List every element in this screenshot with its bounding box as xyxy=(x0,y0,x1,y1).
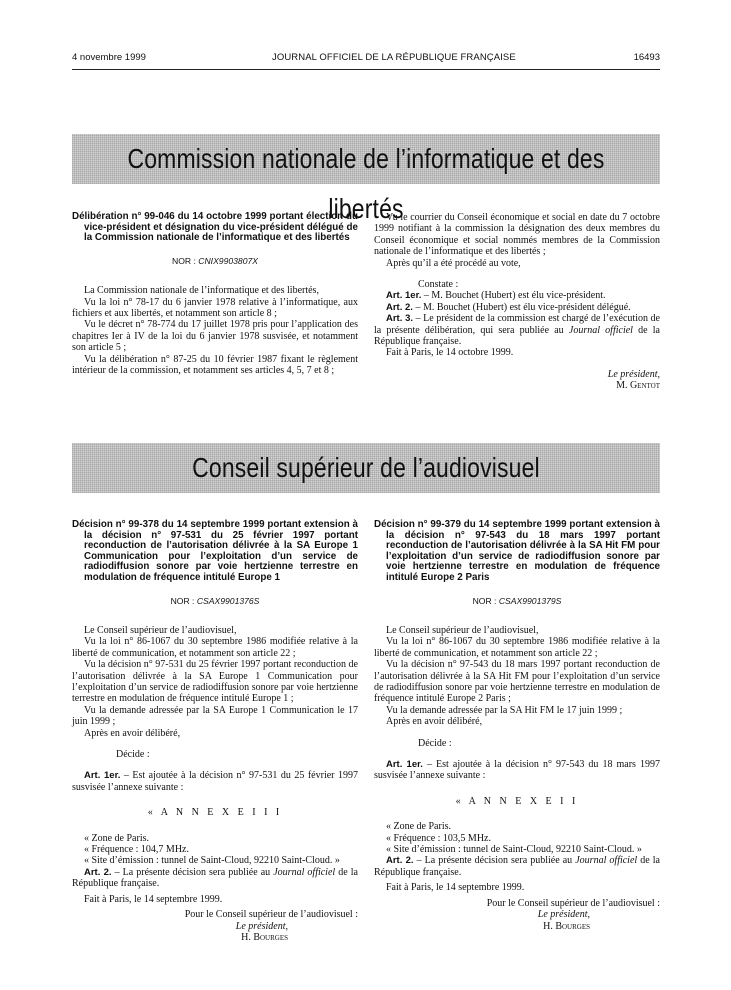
nor-reference xyxy=(72,256,358,267)
annex-zone: « Zone de Paris. xyxy=(386,821,451,833)
nor-code: CSAX9901376S xyxy=(196,595,260,606)
csa-right-column xyxy=(374,520,660,932)
header-page-number: 16493 xyxy=(633,52,660,63)
paragraph: Vu le décret n° 78-774 du 17 juillet 1978 pris pour l’application des chapitres Ier à IV de la loi du 6 janvier 1978 susvisée, et notamment son article 5 ; xyxy=(72,319,358,354)
decide-heading: Décide : xyxy=(116,749,150,761)
cnil-left-column xyxy=(72,212,358,376)
header-journal-title: JOURNAL OFFICIEL DE LA RÉPUBLIQUE FRANÇAISE xyxy=(272,52,516,63)
article-label: Art. 1er. xyxy=(84,770,121,782)
article-label: Art. 1er. xyxy=(386,290,422,302)
paragraph: Vu la demande adressée par la SA Europe 1 Communication le 17 juin 1999 ; xyxy=(72,704,358,728)
article-3: Art. 3. – Le président de la commission est chargé de l’exécution de la présente délibération, qui sera publiée au Journal officiel de la République française. xyxy=(374,313,660,348)
signature-title: Le président, xyxy=(537,909,590,921)
banner-title: Conseil supérieur de l’audiovisuel xyxy=(192,452,540,483)
annex-heading: « A N N E X E I I I xyxy=(147,807,283,819)
signature-name: M. Gentot xyxy=(616,380,660,392)
paragraph: La Commission nationale de l’informatique et des libertés, xyxy=(84,285,319,297)
article-label: Art. 1er. xyxy=(386,759,423,771)
paragraph: Vu la loi n° 78-17 du 6 janvier 1978 relative à l’informatique, aux fichiers et aux libertés, et notamment son article 8 ; xyxy=(72,296,358,319)
signature-name: H. Bourges xyxy=(543,920,590,932)
article-2: Art. 2. – La présente décision sera publiée au Journal officiel de la République française. xyxy=(72,866,358,890)
fait-a-paris: Fait à Paris, le 14 octobre 1999. xyxy=(386,347,514,359)
nor-code: CNIX9903807X xyxy=(198,255,258,266)
nor-reference xyxy=(374,596,660,607)
annex-site: « Site d’émission : tunnel de Saint-Cloud, 92210 Saint-Cloud. » xyxy=(386,844,642,856)
fait-a-paris: Fait à Paris, le 14 septembre 1999. xyxy=(386,882,525,894)
article-label: Art. 2. xyxy=(386,855,414,867)
nor-code: CSAX9901379S xyxy=(498,595,562,606)
article-1: Art. 1er. – M. Bouchet (Hubert) est élu vice-président. xyxy=(386,290,606,302)
cnil-right-column xyxy=(374,212,660,392)
paragraph: Vu la décision n° 97-531 du 25 février 1997 portant reconduction de l’autorisation délivrée à la SA Europe 1 Communication pour l’exploitation d’un service de radiodiffusion sonore par voie hertzienne terrestre en modulation de fréquence intitulé Europe 1 ; xyxy=(72,659,358,705)
section-banner-csa xyxy=(72,443,660,493)
annex-frequency: « Fréquence : 103,5 MHz. xyxy=(386,832,491,844)
header-date: 4 novembre 1999 xyxy=(72,52,146,63)
decide-heading: Décide : xyxy=(418,737,452,749)
nor-label: NOR : xyxy=(172,255,196,266)
annex-zone: « Zone de Paris. xyxy=(84,832,149,844)
paragraph: Après en avoir délibéré, xyxy=(84,727,181,739)
decision-title: Décision n° 99-378 du 14 septembre 1999 portant extension à la décision n° 97-531 du 25 février 1997 portant reconduction de l’autorisation délivrée à la SA Europe 1 Communication pour l’exploitation d’un service de radiodiffusion sonore par voie hertzienne terrestre en modulation de fréquence intitulé Europe 1 xyxy=(72,519,358,583)
paragraph: Vu la demande adressée par la SA Hit FM le 17 juin 1999 ; xyxy=(386,704,623,716)
signature-name: H. Bourges xyxy=(241,931,288,943)
deliberation-title: Délibération n° 99-046 du 14 octobre 1999 portant élection du vice-président et désignation du vice-président délégué de la Commission nationale de l’informatique et des libertés xyxy=(72,211,358,244)
article-1: Art. 1er. – Est ajoutée à la décision n° 97-531 du 25 février 1997 susvisée l’annexe suivante : xyxy=(72,770,358,793)
signature-title: Le président, xyxy=(607,368,660,380)
article-label: Art. 2. xyxy=(84,866,112,878)
annex-heading: « A N N E X E I I xyxy=(455,795,579,807)
constate-heading: Constate : xyxy=(418,279,459,291)
paragraph: Vu la loi n° 86-1067 du 30 septembre 1986 modifiée relative à la liberté de communication, et notamment son article 22 ; xyxy=(72,636,358,659)
signature-pour: Pour le Conseil supérieur de l’audiovisuel : xyxy=(486,897,660,909)
article-2: Art. 2. – M. Bouchet (Hubert) est élu vice-président délégué. xyxy=(386,301,631,313)
article-2: Art. 2. – La présente décision sera publiée au Journal officiel de la République française. xyxy=(374,855,660,878)
paragraph: Vu la loi n° 86-1067 du 30 septembre 1986 modifiée relative à la liberté de communication, et notamment son article 22 ; xyxy=(374,636,660,659)
nor-reference xyxy=(72,596,358,607)
banner-title: Commission nationale de l’informatique et des libertés xyxy=(127,143,605,224)
signature-pour: Pour le Conseil supérieur de l’audiovisuel : xyxy=(184,909,358,921)
decision-title: Décision n° 99-379 du 14 septembre 1999 portant extension à la décision n° 97-543 du 18 mars 1997 portant reconduction de l’autorisation délivrée à la SA Hit FM pour l’exploitation d’un service de radiodiffusion sonore par voie hertzienne terrestre en modulation de fréquence intitulé Europe 2 Paris xyxy=(374,519,660,583)
paragraph: Après en avoir délibéré, xyxy=(386,716,483,728)
paragraph: Le Conseil supérieur de l’audiovisuel, xyxy=(386,624,539,636)
page-header xyxy=(72,52,660,66)
paragraph: Vu la décision n° 97-543 du 18 mars 1997 portant reconduction de l’autorisation délivrée à la SA Hit FM pour l’exploitation d’un service de radiodiffusion sonore par voie hertzienne terrestre en modulation de fréquence intitulé Europe 2 Paris ; xyxy=(374,659,660,705)
article-label: Art. 3. xyxy=(386,313,414,325)
paragraph: Vu la délibération n° 87-25 du 10 février 1987 fixant le règlement intérieur de la commission, et notamment ses articles 4, 5, 7 et 8 ; xyxy=(72,353,358,377)
article-label: Art. 2. xyxy=(386,301,413,313)
signature-title: Le président, xyxy=(235,920,288,932)
paragraph: Après qu’il a été procédé au vote, xyxy=(386,257,521,269)
annex-site: « Site d’émission : tunnel de Saint-Cloud, 92210 Saint-Cloud. » xyxy=(84,855,340,867)
csa-left-column xyxy=(72,520,358,943)
annex-frequency: « Fréquence : 104,7 MHz. xyxy=(84,844,189,856)
nor-label: NOR : xyxy=(472,595,497,606)
nor-label: NOR : xyxy=(170,595,195,606)
article-1: Art. 1er. – Est ajoutée à la décision n° 97-543 du 18 mars 1997 susvisée l’annexe suivante : xyxy=(374,759,660,782)
header-rule xyxy=(72,69,660,70)
paragraph: Le Conseil supérieur de l’audiovisuel, xyxy=(84,624,237,636)
section-banner-cnil xyxy=(72,134,660,224)
fait-a-paris: Fait à Paris, le 14 septembre 1999. xyxy=(84,893,223,905)
paragraph: Vu le courrier du Conseil économique et social en date du 7 octobre 1999 notifiant à la commission la désignation des deux membres du Conseil économique et social nommés membres de la Commission nationale de l’informatique et des libertés ; xyxy=(374,212,660,258)
